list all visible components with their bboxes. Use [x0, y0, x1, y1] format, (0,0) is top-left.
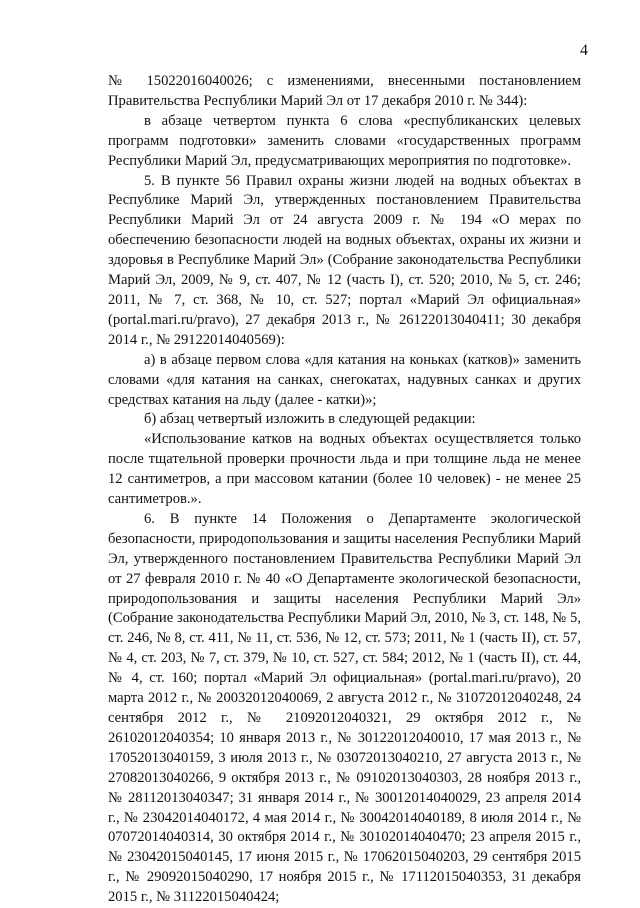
paragraph-quoted-text: «Использование катков на водных объектах осуществляется только после тщательной проверки прочности льда и при толщине льда не менее 12 сантиметров, а при массовом катании (более 10 человек) - не менее 25 сантиметров.». [108, 431, 581, 508]
paragraph-continuation: № 15022016040026; с изменениями, внесенными постановлением Правительства Республики Марий Эл от 17 декабря 2010 г. № 344): [108, 73, 581, 109]
paragraph-amendment-item-6: в абзаце четвертом пункта 6 слова «республиканских целевых программ подготовки» заменить словами «государственных программ Республики Марий Эл, предусматривающих мероприятия по подготовке». [108, 112, 581, 169]
paragraph-subpoint-a: а) в абзаце первом слова «для катания на коньках (катков)» заменить словами «для катания на санках, снегокатах, надувных санках и других средствах катания на льду (далее - катки)»; [108, 351, 581, 408]
paragraph-point-6: 6. В пункте 14 Положения о Департаменте экологической безопасности, природопользования и защиты населения Республики Марий Эл, утвержденного постановлением Правительства Республики Марий Эл от 27 февраля 2010 г. № 40 «О Департаменте экологической безопасности, природопользования и защиты населения Республики Марий Эл» (Собрание законодательства Республики Марий Эл, 2010, № 3, ст. 148, № 5, ст. 246, № 8, ст. 411, № 11, ст. 536, № 12, ст. 573; 2011, № 1 (часть II), ст. 57, № 4, ст. 203, № 7, ст. 379, № 10, ст. 527, ст. 584; 2012, № 1 (часть II), ст. 44, № 4, ст. 160; портал «Марий Эл официальная» (portal.mari.ru/pravo), 20 марта 2012 г., № 20032012040069, 2 августа 2012 г., № 31072012040248, 24 сентября 2012 г., № 21092012040321, 29 октября 2012 г., № 26102012040354; 10 января 2013 г., № 30122012040010, 17 мая 2013 г., № 17052013040159, 3 июля 2013 г., № 03072013040210, 27 августа 2013 г., № 27082013040266, 9 октября 2013 г., № 09102013040303, 28 ноября 2013 г., № 28112013040347; 31 января 2014 г., № 30012014040029, 23 апреля 2014 г., № 23042014040172, 4 мая 2014 г., № 30042014040189, 8 июля 2014 г., № 07072014040314, 30 октября 2014 г., № 30102014040470; 23 апреля 2015 г., № 23042015040145, 17 июня 2015 г., № 17062015040203, 29 сентября 2015 г., № 29092015040290, 17 ноября 2015 г., № 17112015040353, 31 декабря 2015 г., № 31122015040424; [108, 510, 581, 906]
paragraph-subpoint-b: б) абзац четвертый изложить в следующей редакции: [144, 411, 476, 428]
document-body [108, 72, 581, 908]
paragraph-point-5: 5. В пункте 56 Правил охраны жизни людей на водных объектах в Республике Марий Эл, утвержденных постановлением Правительства Республики Марий Эл от 24 августа 2009 г. № 194 «О мерах по обеспечению безопасности людей на водных объектах, охраны их жизни и здоровья в Республике Марий Эл» (Собрание законодательства Республики Марий Эл, 2009, № 9, ст. 407, № 12 (часть I), ст. 520; 2010, № 5, ст. 246; 2011, № 7, ст. 368, № 10, ст. 527; портал «Марий Эл официальная» (portal.mari.ru/pravo), 27 декабря 2013 г., № 26122013040411; 30 декабря 2014 г., № 29122014040569): [108, 172, 581, 348]
page-number: 4 [580, 42, 588, 59]
